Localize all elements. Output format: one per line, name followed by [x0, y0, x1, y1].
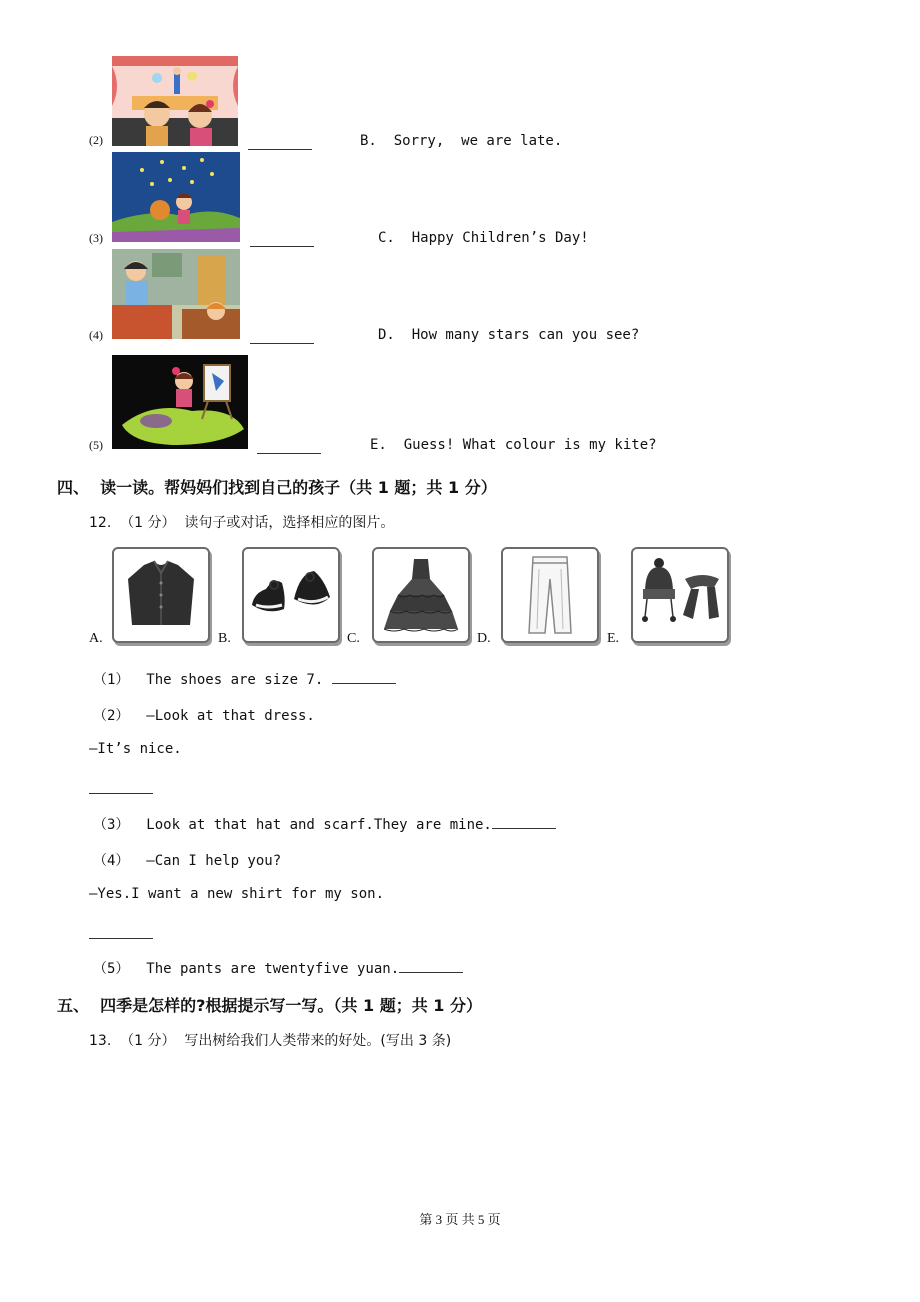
shoes-icon: [244, 549, 338, 641]
section-heading: 四、 读一读。帮妈妈们找到自己的孩子（共 1 题；共 1 分）: [57, 478, 497, 497]
answer-blank[interactable]: [250, 245, 314, 247]
subquestion-2b: —It’s nice.: [89, 741, 182, 757]
option-text: C. Happy Children’s Day!: [378, 230, 589, 246]
subquestion-3-text: （3） Look at that hat and scarf.They are mine.: [93, 817, 492, 833]
option-letter: E.: [607, 631, 620, 646]
option-c-box[interactable]: [372, 547, 470, 643]
picture-stage-scene: [112, 56, 238, 146]
option-letter: D.: [477, 631, 491, 646]
subquestion-4b: —Yes.I want a new shirt for my son.: [89, 886, 385, 902]
dress-icon: [374, 549, 468, 641]
answer-blank[interactable]: [248, 148, 312, 150]
page-number: 第 3 页 共 5 页: [419, 1212, 501, 1227]
item-number: (4): [89, 328, 103, 342]
pants-icon: [503, 549, 597, 641]
item-number: (3): [89, 231, 103, 245]
answer-blank[interactable]: [250, 342, 314, 344]
option-b-box[interactable]: [242, 547, 340, 643]
answer-blank[interactable]: [399, 971, 463, 973]
picture-classroom: [112, 249, 240, 339]
option-e-box[interactable]: [631, 547, 729, 643]
subquestion-4a: （4） —Can I help you?: [93, 853, 282, 869]
answer-blank[interactable]: [492, 827, 556, 829]
subquestion-1-text: （1） The shoes are size 7.: [93, 672, 324, 688]
answer-blank[interactable]: [89, 792, 153, 794]
subquestion-2a: （2） —Look at that dress.: [93, 708, 315, 724]
option-letter: C.: [347, 631, 360, 646]
answer-blank[interactable]: [89, 937, 153, 939]
subquestion-5-text: （5） The pants are twentyfive yuan.: [93, 961, 400, 977]
option-text: B. Sorry, we are late.: [360, 133, 563, 149]
answer-blank[interactable]: [257, 452, 321, 454]
option-letter: A.: [89, 631, 103, 646]
subquestion-5: [93, 958, 463, 978]
question-13: 13. （1 分） 写出树给我们人类带来的好处。(写出 3 条): [89, 1033, 452, 1049]
option-text: D. How many stars can you see?: [378, 327, 640, 343]
item-number: (5): [89, 438, 103, 452]
answer-blank[interactable]: [332, 682, 396, 684]
option-a-box[interactable]: [112, 547, 210, 643]
subquestion-3: [93, 814, 556, 834]
shirt-icon: [114, 549, 208, 641]
picture-kite-painting: [112, 355, 248, 449]
subquestion-1: [93, 669, 396, 689]
option-d-box[interactable]: [501, 547, 599, 643]
item-number: (2): [89, 133, 103, 147]
section-heading: 五、 四季是怎样的?根据提示写一写。（共 1 题；共 1 分）: [57, 996, 482, 1015]
option-text: E. Guess! What colour is my kite?: [370, 437, 657, 453]
picture-night-stars: [112, 152, 240, 242]
hat-scarf-icon: [633, 549, 727, 641]
question-12: 12. （1 分） 读句子或对话，选择相应的图片。: [89, 515, 395, 531]
option-letter: B.: [218, 631, 231, 646]
